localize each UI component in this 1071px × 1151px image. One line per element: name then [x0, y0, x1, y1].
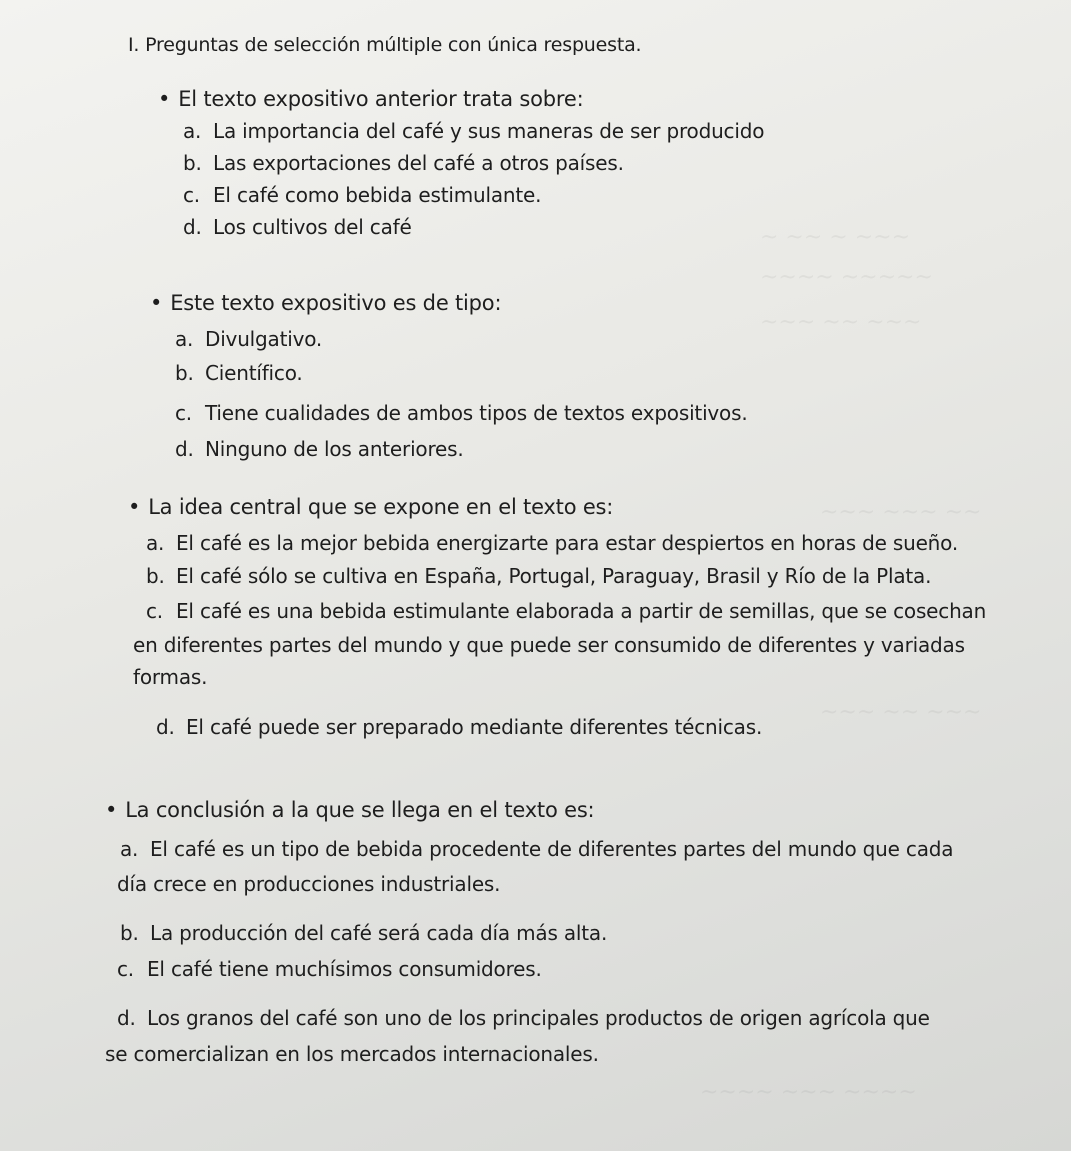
- question-3-option-d: d. El café puede ser preparado mediante diferentes técnicas.: [156, 715, 763, 739]
- bleed-through-text: ~ ~~ ~ ~~~: [760, 225, 911, 250]
- option-letter: d.: [183, 215, 202, 239]
- question-3-option-a: a. El café es la mejor bebida energizarte para estar despiertos en horas de sueño.: [146, 531, 958, 555]
- option-letter: a.: [146, 531, 165, 555]
- question-4-option-d: d. Los granos del café son uno de los principales productos de origen agrícola que: [117, 1006, 930, 1030]
- question-2-prompt: • Este texto expositivo es de tipo:: [150, 291, 502, 315]
- option-letter: b.: [183, 151, 202, 175]
- question-1-prompt: • El texto expositivo anterior trata sobre:: [158, 87, 584, 111]
- question-4-prompt: • La conclusión a la que se llega en el texto es:: [105, 798, 595, 822]
- option-letter: b.: [146, 564, 165, 588]
- bleed-through-text: ~~~ ~~ ~~~: [820, 700, 982, 725]
- question-2-option-b: b. Científico.: [175, 361, 303, 385]
- question-4-option-b: b. La producción del café será cada día más alta.: [120, 921, 608, 945]
- question-1-option-a: a. La importancia del café y sus maneras de ser producido: [183, 119, 765, 143]
- option-letter: d.: [117, 1006, 136, 1030]
- bullet-icon: •: [158, 87, 171, 111]
- option-letter: a.: [175, 327, 194, 351]
- bullet-icon: •: [128, 495, 141, 519]
- bleed-through-text: ~~~~ ~~~ ~~~~: [700, 1080, 917, 1105]
- option-letter: c.: [183, 183, 200, 207]
- option-letter: a.: [120, 837, 139, 861]
- question-4-option-d-continued: se comercializan en los mercados internacionales.: [105, 1042, 599, 1066]
- question-1-option-b: b. Las exportaciones del café a otros países.: [183, 151, 624, 175]
- bleed-through-text: ~~~ ~~ ~~~: [760, 310, 922, 335]
- question-3-option-c: c. El café es una bebida estimulante elaborada a partir de semillas, que se cosechan: [146, 599, 987, 623]
- bleed-through-text: ~~~ ~~~ ~~: [820, 500, 982, 525]
- question-4-option-a-continued: día crece en producciones industriales.: [117, 872, 501, 896]
- question-1-option-c: c. El café como bebida estimulante.: [183, 183, 542, 207]
- option-letter: c.: [117, 957, 134, 981]
- question-3-option-b: b. El café sólo se cultiva en España, Portugal, Paraguay, Brasil y Río de la Plata.: [146, 564, 932, 588]
- option-letter: d.: [175, 437, 194, 461]
- question-2-option-d: d. Ninguno de los anteriores.: [175, 437, 464, 461]
- question-3-option-c-continued: formas.: [133, 665, 208, 689]
- option-letter: c.: [146, 599, 163, 623]
- option-letter: a.: [183, 119, 202, 143]
- question-4-option-a: a. El café es un tipo de bebida procedente de diferentes partes del mundo que cada: [120, 837, 954, 861]
- question-3-prompt: • La idea central que se expone en el texto es:: [128, 495, 614, 519]
- option-letter: b.: [175, 361, 194, 385]
- option-letter: b.: [120, 921, 139, 945]
- question-3-option-c-continued: en diferentes partes del mundo y que puede ser consumido de diferentes y variadas: [133, 633, 965, 657]
- bleed-through-text: ~~~~ ~~~~~: [760, 265, 933, 290]
- bullet-icon: •: [105, 798, 118, 822]
- section-title: I. Preguntas de selección múltiple con única respuesta.: [128, 34, 642, 56]
- option-letter: c.: [175, 401, 192, 425]
- bullet-icon: •: [150, 291, 163, 315]
- option-letter: d.: [156, 715, 175, 739]
- question-4-option-c: c. El café tiene muchísimos consumidores.: [117, 957, 542, 981]
- question-1-option-d: d. Los cultivos del café: [183, 215, 412, 239]
- question-2-option-a: a. Divulgativo.: [175, 327, 323, 351]
- question-2-option-c: c. Tiene cualidades de ambos tipos de textos expositivos.: [175, 401, 748, 425]
